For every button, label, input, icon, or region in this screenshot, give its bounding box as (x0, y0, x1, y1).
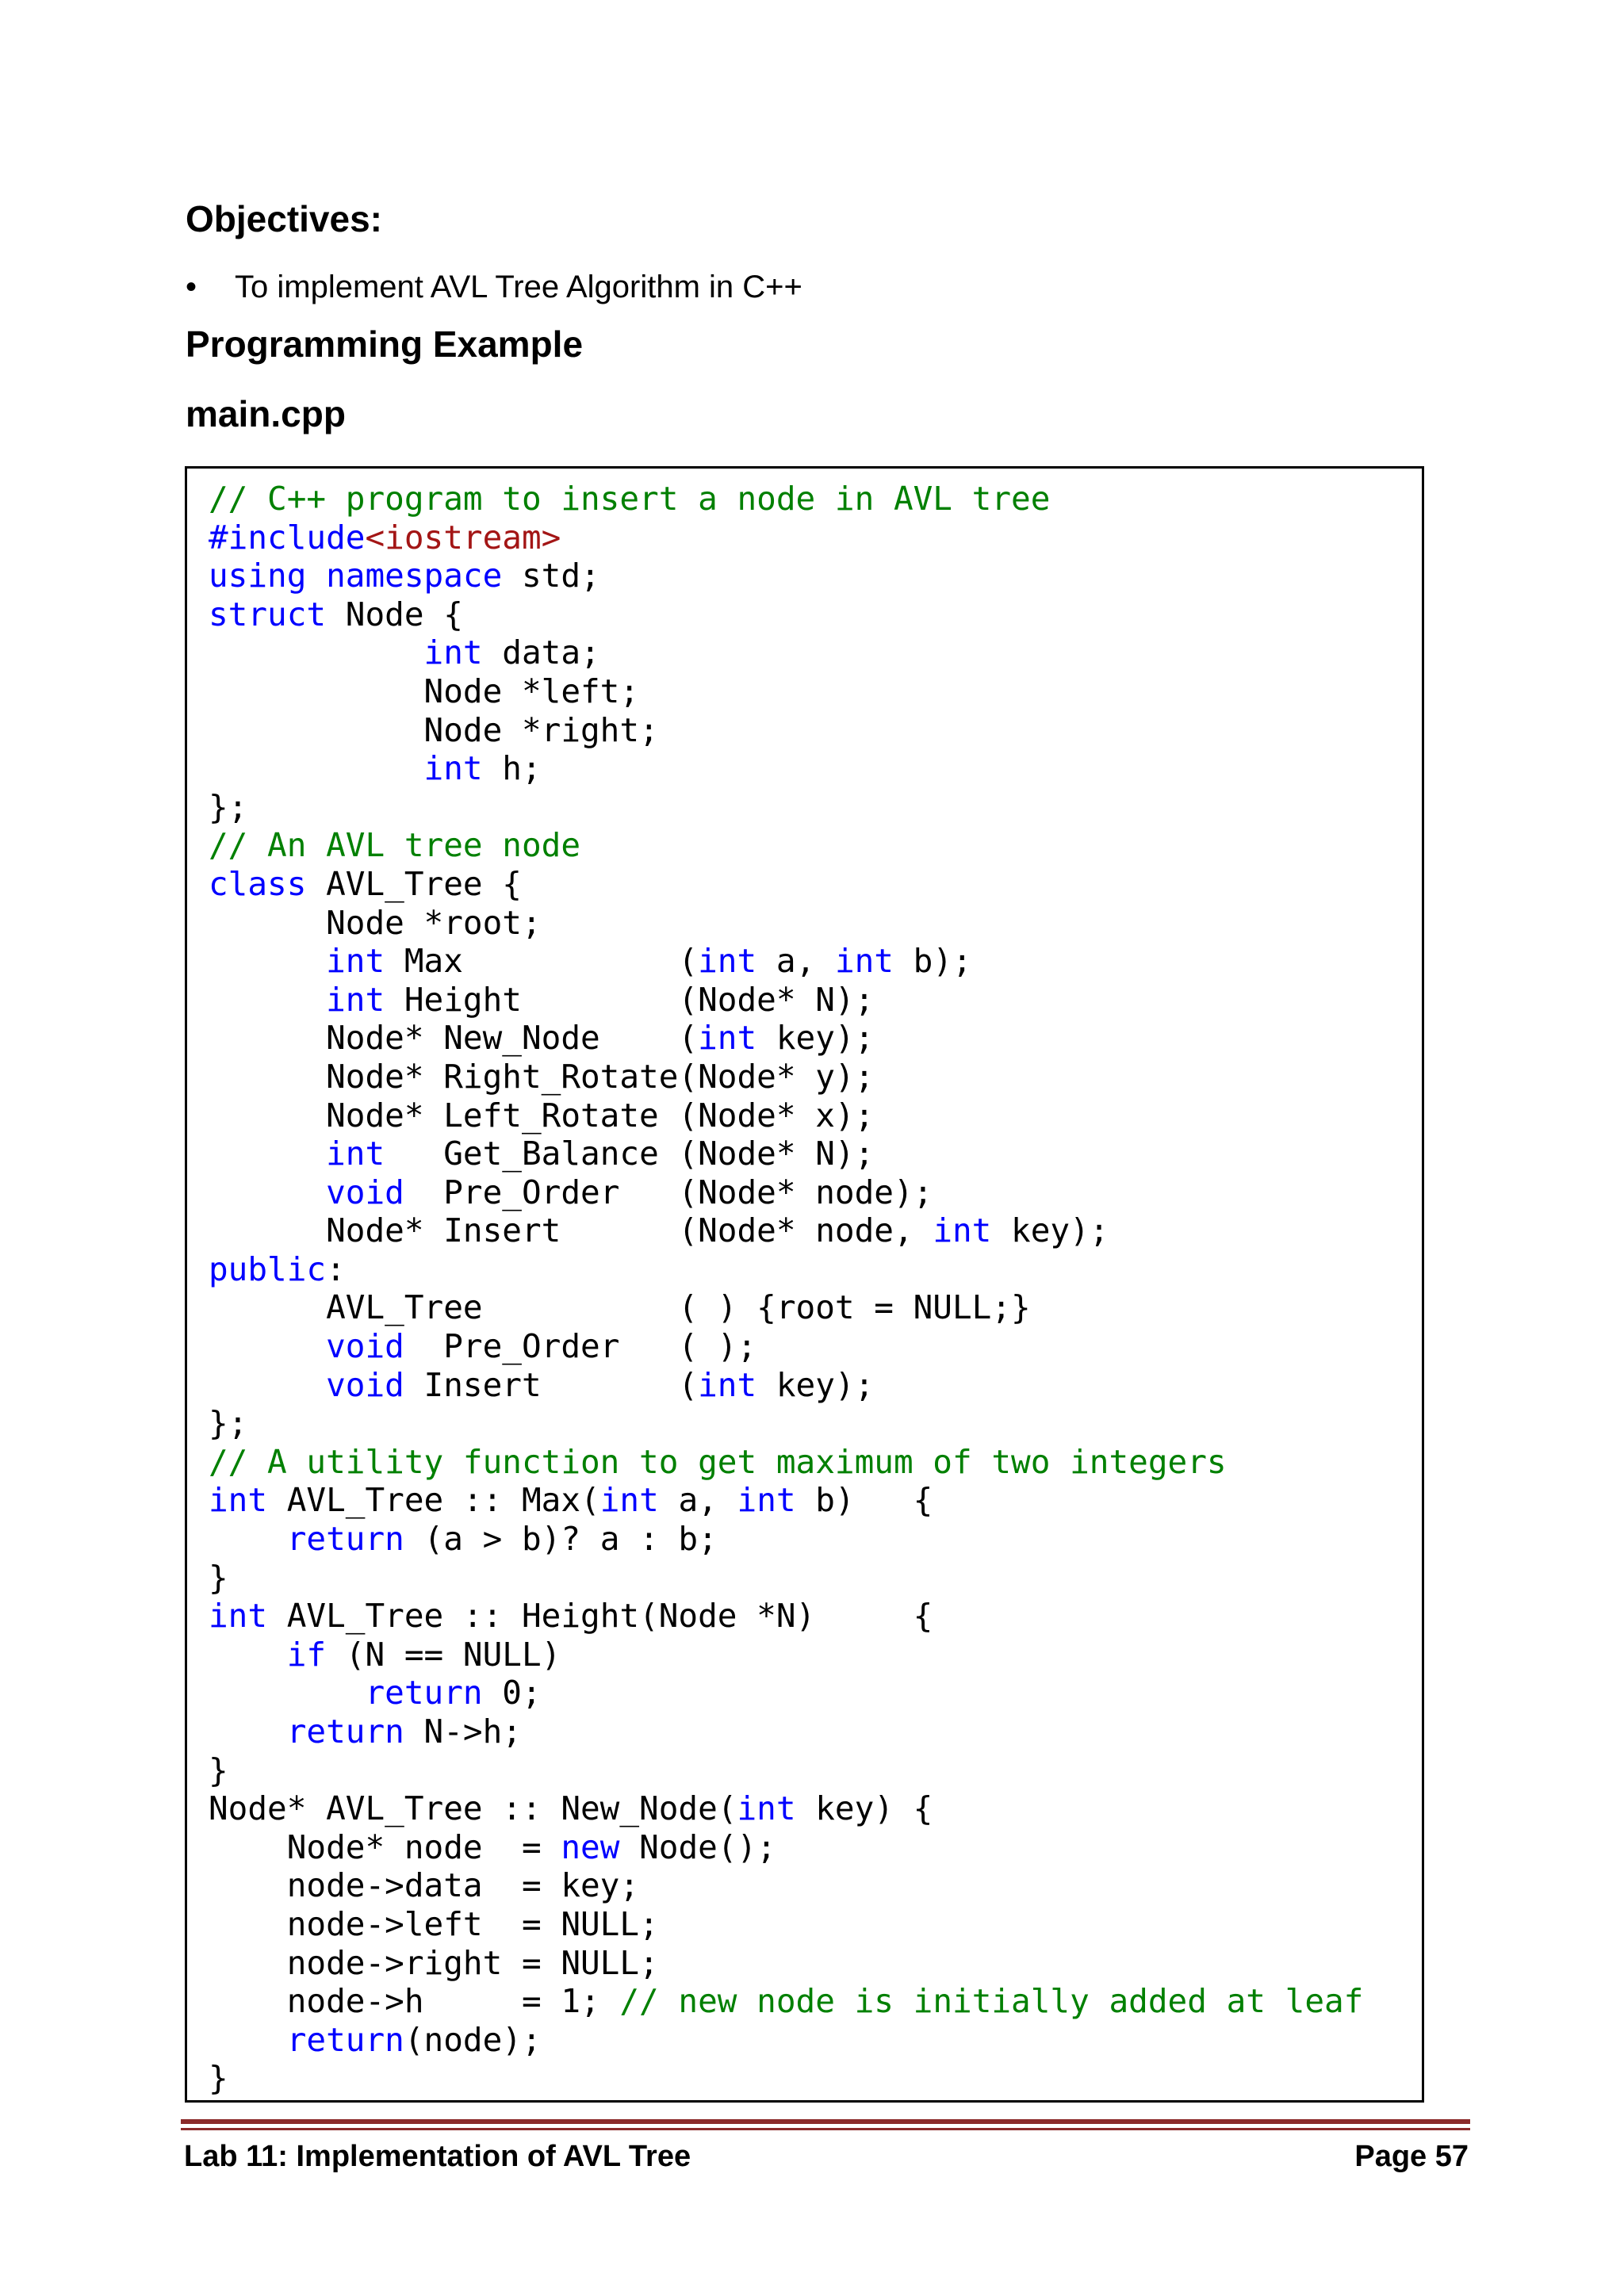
code-listing-box (185, 466, 1424, 2103)
code-token: int (737, 1481, 796, 1520)
code-line (209, 1789, 1363, 1828)
code-token: Node *root; (209, 903, 542, 942)
code-line (209, 1866, 1363, 1905)
code-token: AVL_Tree ( ) {root = NULL;} (209, 1288, 1031, 1327)
code-listing (209, 480, 1363, 2098)
code-token: int (326, 942, 385, 981)
footer-rule-thick (181, 2119, 1470, 2124)
code-line (209, 826, 1363, 865)
code-token: int (698, 1365, 757, 1404)
code-token: Node* node = (209, 1827, 561, 1866)
programming-example-heading: Programming Example (186, 323, 584, 365)
code-token: key); (991, 1211, 1109, 1250)
code-token: node->data = key; (209, 1866, 640, 1905)
code-line (209, 1058, 1363, 1096)
code-token: Get_Balance (Node* N); (385, 1135, 875, 1173)
code-token: #include (209, 518, 366, 557)
code-token: namespace (326, 557, 503, 595)
code-token: int (423, 633, 483, 672)
code-token: Node* Left_Rotate (Node* x); (209, 1096, 875, 1135)
code-token: (N == NULL) (326, 1635, 561, 1674)
code-line (209, 1520, 1363, 1559)
page-number: Page 57 (1354, 2140, 1469, 2173)
file-name-heading: main.cpp (186, 393, 346, 434)
code-token: node->left = NULL; (209, 1904, 659, 1943)
code-token (209, 942, 326, 980)
code-token: void (326, 1173, 404, 1211)
code-token: b); (894, 942, 972, 981)
code-token: return (286, 2020, 404, 2059)
code-token: Node* Insert (Node* node, (209, 1211, 933, 1250)
code-line (209, 1751, 1363, 1790)
code-token: (a > b)? a : b; (404, 1520, 718, 1559)
code-line (209, 672, 1363, 711)
code-token: int (834, 942, 894, 981)
code-token: node->right = NULL; (209, 1943, 659, 1982)
code-token: // C++ program to insert a node in AVL tree (209, 480, 1051, 518)
footer-rule-thin (181, 2128, 1470, 2130)
code-token (209, 1173, 326, 1211)
code-line (209, 1096, 1363, 1135)
code-token: void (326, 1327, 404, 1366)
code-token: // A utility function to get maximum of two integers (209, 1442, 1227, 1481)
code-token: class (209, 864, 307, 903)
code-token: Pre_Order (Node* node); (404, 1173, 933, 1211)
code-token: struct (209, 595, 327, 633)
code-token: if (286, 1635, 327, 1674)
code-token: AVL_Tree { (306, 864, 522, 903)
code-token: int (933, 1211, 992, 1250)
code-token: int (737, 1789, 796, 1828)
code-line (209, 2059, 1363, 2098)
code-token: Node *right; (209, 710, 659, 749)
code-token (209, 1366, 326, 1404)
code-token: // new node is initially added at leaf (619, 1982, 1364, 2021)
code-token: Node(); (619, 1827, 776, 1866)
code-token: key); (756, 1019, 875, 1058)
code-token (209, 1712, 287, 1751)
code-token: AVL_Tree :: Height(Node *N) { (267, 1597, 933, 1636)
code-token: node->h = 1; (209, 1982, 620, 2021)
code-token: } (209, 1751, 228, 1789)
code-line (209, 904, 1363, 943)
code-token: void (326, 1365, 404, 1404)
code-line (209, 1674, 1363, 1712)
code-token: int (423, 749, 483, 788)
code-token: using (209, 557, 307, 595)
code-line (209, 480, 1363, 519)
code-line (209, 1366, 1363, 1405)
code-token: int (326, 1135, 385, 1173)
code-line (209, 519, 1363, 557)
objectives-heading: Objectives: (186, 198, 382, 239)
code-token (209, 1636, 287, 1674)
code-line (209, 1327, 1363, 1366)
code-token: return (286, 1712, 404, 1751)
code-line (209, 1559, 1363, 1598)
code-token: Insert ( (404, 1365, 699, 1404)
code-token: } (209, 2059, 228, 2098)
code-line (209, 595, 1363, 634)
code-token (209, 1520, 287, 1558)
code-line (209, 1597, 1363, 1636)
code-token: N->h; (404, 1712, 522, 1751)
code-token (306, 557, 326, 595)
code-line (209, 1828, 1363, 1867)
code-token: return (365, 1674, 483, 1712)
code-token: 0; (482, 1674, 542, 1712)
code-token: public (209, 1249, 327, 1288)
footer-title: Lab 11: Implementation of AVL Tree (184, 2140, 691, 2173)
code-token (209, 633, 424, 672)
code-line (209, 1135, 1363, 1173)
code-line (209, 981, 1363, 1020)
code-token: AVL_Tree :: Max( (267, 1481, 600, 1520)
code-token: data; (482, 633, 600, 672)
code-line (209, 1443, 1363, 1482)
bullet-icon: • (186, 270, 197, 304)
code-token (209, 749, 424, 787)
code-token: h; (482, 749, 542, 788)
code-token: Node* Right_Rotate(Node* y); (209, 1057, 875, 1096)
code-line (209, 1250, 1363, 1289)
code-line (209, 865, 1363, 904)
code-line (209, 1905, 1363, 1944)
code-line (209, 942, 1363, 981)
code-token: int (599, 1481, 659, 1520)
code-line (209, 633, 1363, 672)
code-token: std; (502, 557, 600, 595)
code-line (209, 1481, 1363, 1520)
code-line (209, 1019, 1363, 1058)
code-token: } (209, 1558, 228, 1597)
code-token: Node { (326, 595, 463, 633)
code-line (209, 1712, 1363, 1751)
code-line (209, 749, 1363, 788)
code-token: Height (Node* N); (385, 980, 875, 1019)
code-token: <iostream> (365, 518, 561, 557)
code-token: (node); (404, 2020, 542, 2059)
code-token (209, 2021, 287, 2059)
code-line (209, 1288, 1363, 1327)
code-token: return (286, 1520, 404, 1559)
code-line (209, 1982, 1363, 2021)
code-token: }; (209, 787, 248, 826)
code-token (209, 981, 326, 1019)
code-token: int (326, 980, 385, 1019)
code-token: : (326, 1249, 346, 1288)
code-line (209, 1636, 1363, 1674)
code-token: new (561, 1827, 620, 1866)
code-line (209, 557, 1363, 595)
code-token: // An AVL tree node (209, 826, 580, 865)
objective-item-text: To implement AVL Tree Algorithm in C++ (235, 270, 802, 304)
code-token: key) { (795, 1789, 933, 1828)
code-token (209, 1674, 365, 1712)
code-token: Node* New_Node ( (209, 1019, 699, 1058)
code-token: int (698, 942, 757, 981)
code-token (209, 1327, 326, 1365)
code-line (209, 1944, 1363, 1983)
code-token: a, (658, 1481, 737, 1520)
code-token: Node* AVL_Tree :: New_Node( (209, 1789, 737, 1828)
code-token: Pre_Order ( ); (404, 1327, 757, 1366)
code-line (209, 1211, 1363, 1250)
code-token: Node *left; (209, 672, 640, 710)
code-token: }; (209, 1404, 248, 1443)
code-token: b) { (795, 1481, 933, 1520)
code-token: a, (756, 942, 835, 981)
code-token: int (698, 1019, 757, 1058)
code-line (209, 788, 1363, 827)
code-line (209, 711, 1363, 750)
code-token: key); (756, 1365, 875, 1404)
code-token (209, 1135, 326, 1173)
code-line (209, 1404, 1363, 1443)
code-line (209, 2021, 1363, 2060)
code-token: Max ( (385, 942, 699, 981)
code-token: int (209, 1597, 268, 1636)
code-line (209, 1173, 1363, 1212)
code-token: int (209, 1481, 268, 1520)
